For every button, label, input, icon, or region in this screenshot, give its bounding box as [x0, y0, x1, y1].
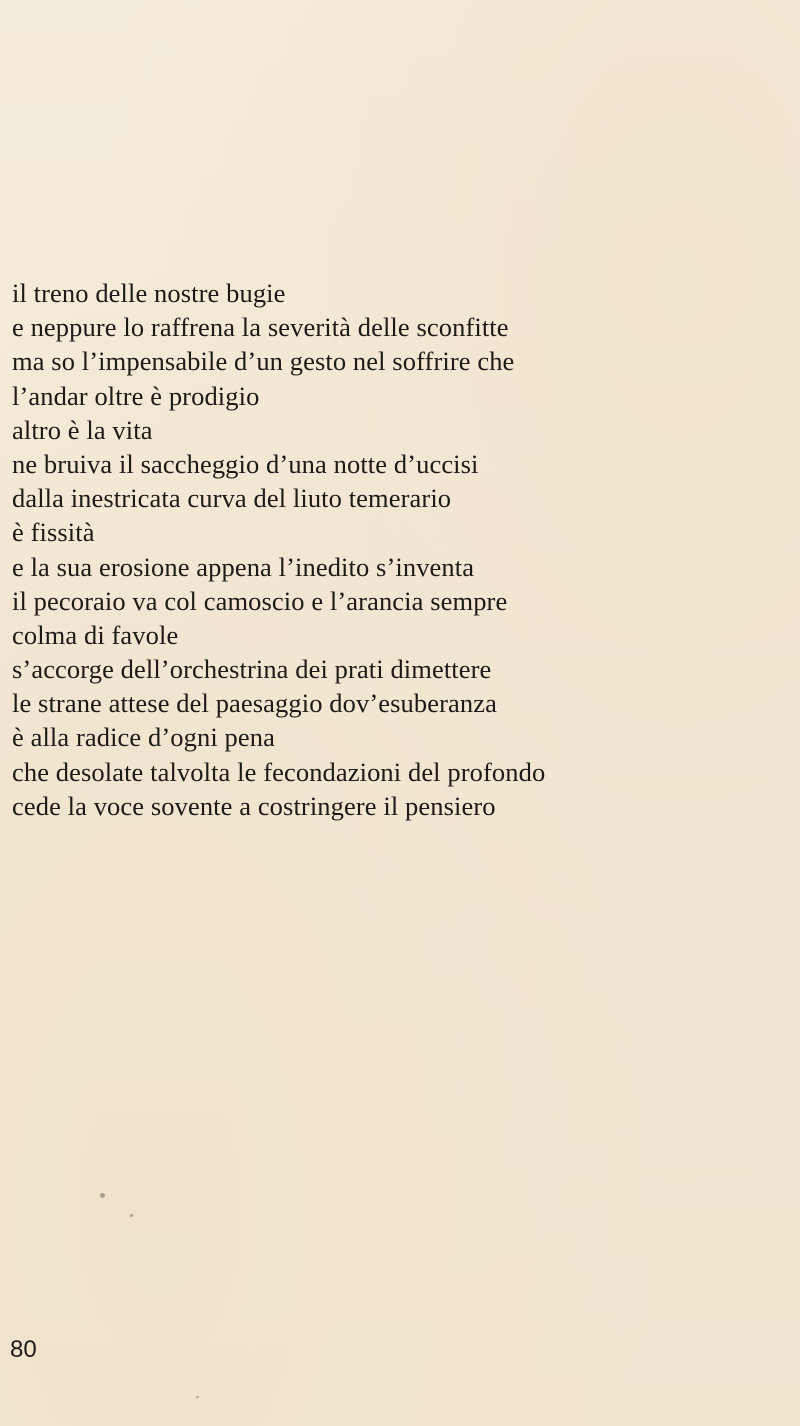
- poem-line: altro è la vita: [12, 414, 153, 445]
- poem-line: ma so l’impensabile d’un gesto nel soffrire che: [12, 346, 515, 377]
- paper-speck: [130, 1214, 133, 1217]
- poem-line: che desolate talvolta le fecondazioni del profondo: [12, 756, 546, 787]
- poem-line: e neppure lo raffrena la severità delle sconfitte: [12, 312, 509, 343]
- poem-text: [12, 276, 792, 823]
- poem-line: l’andar oltre è prodigio: [12, 380, 260, 411]
- page-number: 80: [10, 1336, 37, 1363]
- poem-line: e la sua erosione appena l’inedito s’inventa: [12, 551, 475, 582]
- poem-line: ne bruiva il saccheggio d’una notte d’uccisi: [12, 448, 479, 479]
- paper-speck: [100, 1193, 105, 1198]
- poem-line: s’accorge dell’orchestrina dei prati dimettere: [12, 654, 492, 685]
- poem-line: è fissità: [12, 517, 95, 548]
- poem-line: il treno delle nostre bugie: [12, 278, 286, 308]
- poem-line: colma di favole: [12, 619, 179, 650]
- poem-line: è alla radice d’ogni pena: [12, 722, 275, 753]
- poem-line: il pecoraio va col camoscio e l’arancia sempre: [12, 585, 508, 616]
- poem-line: le strane attese del paesaggio dov’esuberanza: [12, 688, 497, 719]
- paper-speck: [196, 1396, 199, 1398]
- poem-line: dalla inestricata curva del liuto temerario: [12, 483, 452, 514]
- poem-line: cede la voce sovente a costringere il pensiero: [12, 790, 496, 821]
